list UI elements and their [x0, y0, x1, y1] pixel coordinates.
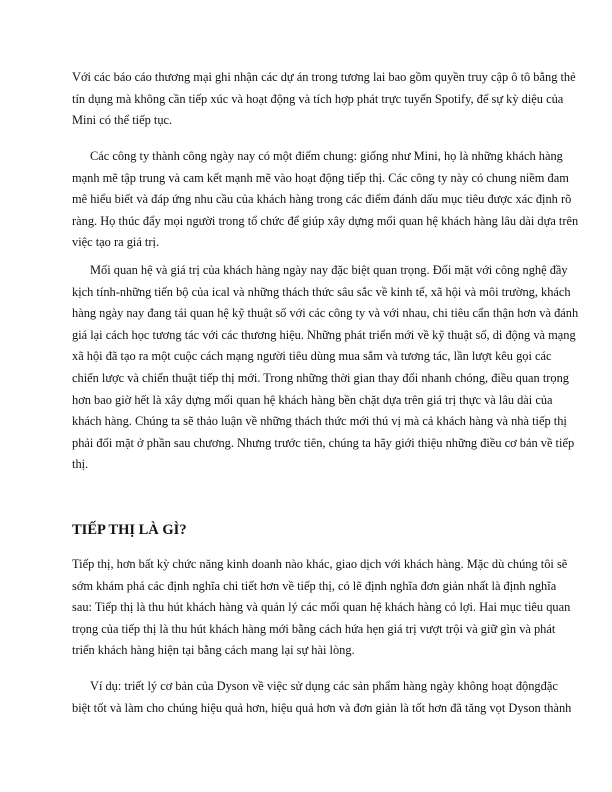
text-line: chiến lược và chiến thuật tiếp thị mới. Trong những thời gian thay đổi nhanh chóng, điều quan trọng	[72, 370, 569, 385]
text-line: xã hội đã tạo ra một cuộc cách mạng người tiêu dùng mua sắm và tương tác, lần lượt kêu gọi các	[72, 349, 552, 364]
text-line: Ví dụ: triết lý cơ bản của Dyson về việc sử dụng các sản phẩm hàng ngày không hoạt độngđặc	[90, 679, 558, 693]
text-line: tín dụng mà không cần tiếp xúc và hoạt động và tích hợp phát trực tuyến Spotify, để sự kỳ diệu của	[72, 91, 564, 106]
text-line: kịch tính-những tiến bộ của ical và những thách thức sâu sắc về kinh tế, xã hội và môi trường, khách	[72, 284, 571, 299]
text-line: hơn bao giờ hết là xây dựng mối quan hệ khách hàng bền chặt dựa trên giá trị thực và lâu dài của	[72, 392, 553, 407]
text-line: Tiếp thị, hơn bất kỳ chức năng kinh doanh nào khác, giao dịch với khách hàng. Mặc dù chúng tôi sẽ	[72, 557, 568, 571]
text-line: hàng ngày nay đang tái quan hệ kỹ thuật số với các công ty và với nhau, chi tiêu cẩn thận hơn và đánh	[72, 306, 579, 321]
text-line: Với các báo cáo thương mại ghi nhận các dự án trong tương lai bao gồm quyền truy cập ô tô bằng thẻ	[72, 70, 576, 84]
text-line: biệt tốt và làm cho chúng hiệu quả hơn, hiệu quả hơn và đơn giản là tốt hơn đã tăng vọt Dyson thành	[72, 700, 572, 715]
text-line: khách hàng. Chúng ta sẽ thảo luận về những thách thức mới thú vị mà cả khách hàng và nhà tiếp thị	[72, 414, 567, 429]
text-line: Mối quan hệ và giá trị của khách hàng ngày nay đặc biệt quan trọng. Đối mặt với công nghệ đầy	[90, 263, 568, 277]
text-line: phải đối mặt ở phần sau chương. Nhưng trước tiên, chúng ta hãy giới thiệu những điều cơ bản về tiếp	[72, 435, 575, 450]
text-line: mê hiểu biết và đáp ứng nhu cầu của khách hàng trong các điểm đánh dấu mục tiêu được xác định rõ	[72, 192, 572, 207]
paragraph-dyson-example	[72, 676, 572, 719]
text-line: sớm khám phá các định nghĩa chi tiết hơn về tiếp thị, có lẽ định nghĩa đơn giản nhất là định nghĩa	[72, 578, 557, 593]
text-line: giá lại cách học tương tác với các thương hiệu. Những phát triển mới về kỹ thuật số, di động và mạng	[72, 327, 576, 342]
text-line: thị.	[72, 457, 89, 472]
paragraph-customer-value	[72, 260, 579, 476]
text-line: việc tạo ra giá trị.	[72, 235, 160, 250]
text-line: Mini có thể tiếp tục.	[72, 113, 173, 128]
paragraph-marketing-definition	[72, 554, 572, 662]
text-line: sau: Tiếp thị là thu hút khách hàng và quản lý các mối quan hệ khách hàng có lợi. Hai mục tiêu quan	[72, 600, 571, 615]
text-line: ràng. Họ thúc đẩy mọi người trong tổ chức để giúp xây dựng mối quan hệ khách hàng lâu dài dựa trên	[72, 213, 579, 228]
paragraph-successful-companies	[72, 146, 579, 254]
text-line: mạnh mẽ tập trung và cam kết mạnh mẽ vào hoạt động tiếp thị. Các công ty này có chung niềm đam	[72, 170, 569, 185]
text-line: triển khách hàng hiện tại bằng cách mang lại sự hài lòng.	[72, 643, 355, 658]
paragraph-intro	[72, 67, 576, 132]
section-heading: TIẾP THỊ LÀ GÌ?	[72, 522, 187, 538]
text-line: trọng của tiếp thị là thu hút khách hàng mới bằng cách hứa hẹn giá trị vượt trội và giữ gìn và phát	[72, 621, 556, 636]
text-line: Các công ty thành công ngày nay có một điểm chung: giống như Mini, họ là những khách hàng	[90, 149, 563, 163]
